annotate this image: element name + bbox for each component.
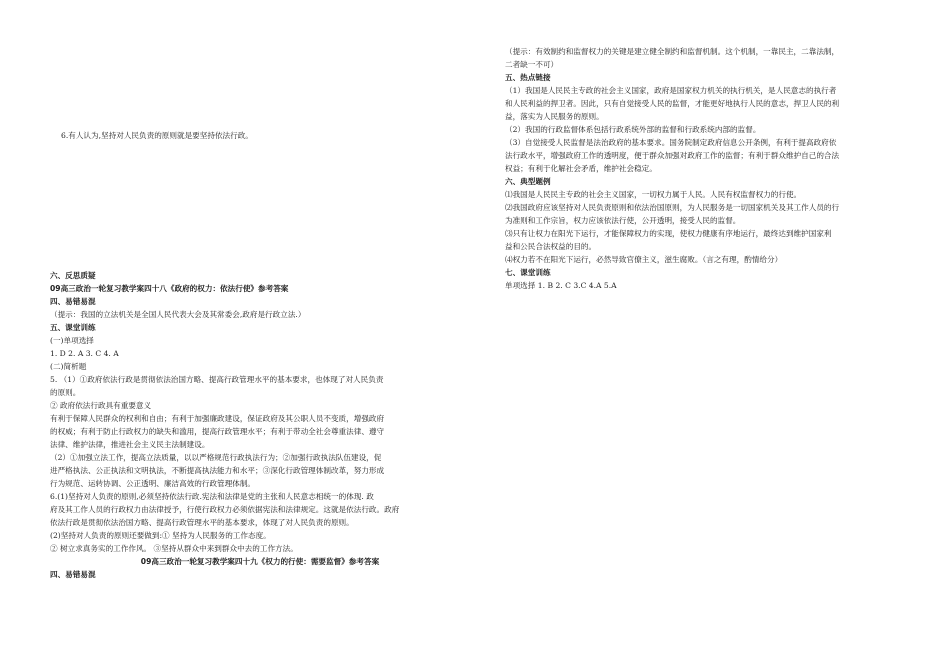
- left-column: [50, 269, 470, 581]
- section-heading: 09高三政治一轮复习教学案四十八《政府的权力：依法行使》参考答案: [50, 284, 289, 293]
- text-line: ⑷权力若不在阳光下运行，必然导致官僚主义，滋生腐败。（言之有理，酌情给分）: [505, 255, 783, 264]
- text-line: 益，落实为人民服务的原则。: [505, 112, 604, 121]
- text-line: 府及其工作人员的行政权力由法律授予，行使行政权力必须依据宪法和法律规定。这就是依法行政。政府: [50, 505, 400, 514]
- left-column-question: [61, 129, 253, 142]
- section-heading: 六、典型题例: [505, 177, 551, 186]
- text-line: ⑵我国政府应该坚持对人民负责原则和依法治国原则，为人民服务是一切国家机关及其工作人员的行: [505, 203, 840, 212]
- section-heading: 五、热点链接: [505, 73, 551, 82]
- question-6: 6.有人认为,坚持对人民负责的原则就是要坚持依法行政。: [61, 131, 253, 140]
- text-line: 和人民利益的捍卫者。因此，只有自觉接受人民的监督，才能更好地执行人民的意志，捍卫人民的利: [505, 99, 840, 108]
- text-line: 为准则和工作宗旨，权力应该依法行使，公开透明，接受人民的监督。: [505, 216, 741, 225]
- text-line: 依法行政是贯彻依法治国方略、提高行政管理水平的基本要求，体现了对人民负责的原则。: [50, 518, 354, 527]
- text-line: （1）我国是人民民主专政的社会主义国家，政府是国家权力机关的执行机关，是人民意志的执行者: [505, 86, 837, 95]
- text-line: 5. （1）①政府依法行政是贯彻依法治国方略、提高行政管理水平的基本要求，也体现了对人民负责: [50, 375, 384, 384]
- section-heading: 09高三政治一轮复习教学案四十九《权力的行使：需要监督》参考答案: [140, 557, 380, 566]
- text-line: ② 树立求真务实的工作作风。 ③坚持从群众中来到群众中去的工作方法。: [50, 544, 298, 553]
- text-line: 的原则。: [50, 388, 81, 397]
- text-line: ⑶只有让权力在阳光下运行，才能保障权力的实现，使权力健康有序地运行，最终达到维护国家利: [505, 229, 832, 238]
- text-line: （提示：我国的立法机关是全国人民代表大会及其常委会,政府是行政立法.）: [50, 310, 306, 319]
- text-line: ② 政府依法行政具有重要意义: [50, 401, 152, 410]
- text-line: 行为规范、运转协调、公正透明、廉洁高效的行政管理体制。: [50, 479, 256, 488]
- text-line: (2)坚持对人负责的原则还要做到:① 坚持为人民服务的工作态度。: [50, 531, 271, 540]
- text-line: 二者缺一不可）: [505, 60, 559, 69]
- section-heading: 五、课堂训练: [50, 323, 96, 332]
- text-line: 1. D 2. A 3. C 4. A: [50, 349, 119, 358]
- text-line: 法律、维护法律，推进社会主义民主法制建设。: [50, 440, 210, 449]
- text-line: (一)单项选择: [50, 336, 94, 345]
- text-line: 权益；有利于化解社会矛盾，维护社会稳定。: [505, 164, 657, 173]
- text-line: （提示：有效制约和监督权力的关键是建立健全制约和监督机制。这个机制，一靠民主，二靠法制，: [505, 47, 840, 56]
- text-line: 法行政水平，增强政府工作的透明度，便于群众加强对政府工作的监督；有利于群众维护自己的合法: [505, 151, 840, 160]
- text-line: (二)简析题: [50, 362, 87, 371]
- text-line: 的权威；有利于防止行政权力的缺失和滥用，提高行政管理水平；有利于带动全社会尊重法律、遵守: [50, 427, 385, 436]
- section-heading: 四、易错易混: [50, 297, 96, 306]
- right-column: [505, 45, 839, 292]
- section-heading: 四、易错易混: [50, 570, 96, 579]
- text-line: （2）我国的行政监督体系包括行政系统外部的监督和行政系统内部的监督。: [505, 125, 761, 134]
- text-line: （3）自觉接受人民监督是法治政府的基本要求。国务院制定政府信息公开条例，有利于提高政府依: [505, 138, 837, 147]
- text-line: （2）①加强立法工作，提高立法质量，以以严格规范行政执法行为；②加强行政执法队伍建设，促: [50, 453, 382, 462]
- text-line: 益和公民合法权益的目的。: [505, 242, 597, 251]
- section-heading: 六、反思质疑: [50, 271, 96, 280]
- text-line: ⑴我国是人民民主专政的社会主义国家，一切权力属于人民。人民有权监督权力的行使。: [505, 190, 802, 199]
- text-line: 6.(1)坚持对人负责的原则,必须坚持依法行政.宪法和法律是党的主张和人民意志相统一的体现. 政: [50, 492, 374, 501]
- text-line: 进严格执法、公正执法和文明执法，不断提高执法能力和水平；③深化行政管理体制改革，努力形成: [50, 466, 385, 475]
- text-line: 单项选择 1. B 2. C 3.C 4.A 5.A: [505, 281, 617, 290]
- text-line: 有利于保障人民群众的权利和自由；有利于加强廉政建设，保证政府及其公职人员不变质，增强政府: [50, 414, 385, 423]
- section-heading: 七、课堂训练: [505, 268, 551, 277]
